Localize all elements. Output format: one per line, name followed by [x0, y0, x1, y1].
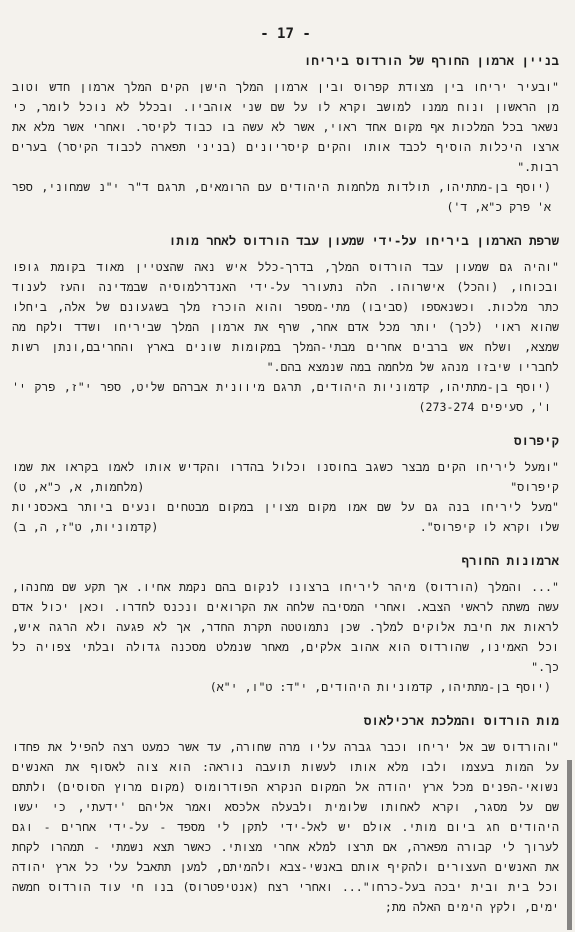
citation-line: (יוסף בן-מתתיהו, תולדות מלחמות היהודים עם הרומאים, תרגם ד"ר י"נ שמחוני, ספר: [12, 180, 551, 194]
section-herod-winter-palace: [12, 52, 559, 217]
text-line: "ובעיר יריחו בין מצודת קפרוס ובין ארמון המלך הישן הקים המלך ארמון חדש וטוב: [12, 80, 559, 94]
text-line: לחבריו שיבזו מנהג של מלחמה במה שנמצא בהם.": [266, 360, 559, 374]
citation-line: (יוסף בן-מתתיהו, קדמוניות היהודים, תרגם מיוונית אברהם שליט, ספר י"ז, פרק י': [12, 380, 551, 394]
section-heading: מות הורדוס והמלכת ארכילאוס: [363, 713, 559, 728]
text-line: שהוא ראוי (לכך) יותר מכל אדם אחר, שרף את ארמון המלך שביריחו ושדד ולקח מה: [12, 320, 559, 334]
text-line: "והורדוס שב אל יריחו וכבר גברה עליו מרה שחורה, עד אשר כמעט רצה להפיל את פחדו: [12, 740, 559, 754]
text-line: רבות.": [517, 160, 559, 174]
text-line: לערוך לי קבורה מפארה, אם תרצו למלא אחרי מצותי. כאשר תצא נשמתי - תמהרו לקחת: [12, 840, 559, 854]
citation-line: ו', סעיפים 273-274): [418, 400, 551, 414]
text-line: היהודים חג ביום מותי. אולם יש לאל-ידי לתקן לי מספד - על-ידי אחרים - וגם: [12, 820, 559, 834]
text-line: [12, 517, 559, 537]
text-line: ימים, ולקץ הימים האלה מת;: [384, 900, 559, 914]
text-line: [12, 477, 559, 497]
text-line: שמצא, ושלח אש ברבים אחרים מבתי-המלך במקומות שונים בארץ והחריבם,ונתן רשות: [12, 340, 559, 354]
section-winter-palaces: [12, 552, 559, 697]
text-line: "... והמלך (הורדוס) מיהר ליריחו ברצונו לנקום בהם נקמת אחיו. אך תקע שם מחנהו,: [12, 580, 559, 594]
text-line: נשואי-הפנים מכל ארץ יהודה אל המקום הנקרא הפודרומוס (מקום מרוץ הסוסים) ולתתם: [12, 780, 559, 794]
text-line: ארצו היכלות הוסיף לכבד אותו והקים קיסריונים (בניני תפארה לכבוד הקיסר) בערים: [12, 140, 559, 154]
scan-edge-shadow: [567, 760, 572, 930]
text-line: עשה משתה לראשי הצבא. ואחרי המסיבה שלחה את הקרואים ונכנס לחדרו. וכאן יכול אדם: [12, 600, 559, 614]
quote-end: קיפרוס": [510, 480, 559, 494]
text-line: ובכוחו, (והכל) אישרוהו. הלה נתעורר על-ידי האנדרלמוסיה שבמדינה והעז לענוד: [12, 280, 559, 294]
text-line: את האנשים העצורים ולהקיף אותם באנשי-צבא ולהמיתם, למען תתאבל עלי כל ארץ יהודה: [12, 860, 559, 874]
section-heading: בניין ארמון החורף של הורדוס ביריחו: [303, 53, 559, 68]
citation-inline: (קדמוניות, ט"ז, ה, ב): [12, 520, 159, 534]
page-number: - 17 -: [260, 26, 311, 42]
section-kypros: [12, 432, 559, 537]
section-herod-death: [12, 712, 559, 917]
text-line: כתר מלכות. וכשנאספו (סביבו) מתי-מספר והוא הוכרז מלך בשגעונם של אלה, ביחלו: [12, 300, 559, 314]
section-heading: ארמונות החורף: [461, 553, 559, 568]
text-line: וכל האמינו, שהורדוס הוא אהוב אלקים, מאחר שנמלט מסכנה גדולה ובלתי צפויה כל: [12, 640, 559, 654]
text-line: כך.": [531, 660, 559, 674]
section-palace-burning: [12, 232, 559, 417]
text-line: שם על מסגר, וקרא לאחותו שלומית ולבעלה אלכסא ואמר אליהם 'ידעתי, כי יעשו: [12, 800, 559, 814]
citation-line: א' פרק כ"א, ד'): [446, 200, 551, 214]
document-body: [12, 52, 559, 917]
text-line: "מעל ליריחו בנה גם על שם אמו מקום מצוין במקום מבטחים ונעים ביותר באכסניות: [12, 500, 559, 514]
text-line: מן הראשון ונוח ממנו למושב וקרא לו על שם שני אוהביו. ובכלל לא נוכל לומר, כי: [12, 100, 559, 114]
text-line: נשאר בכל המלכות אף מקום אחד ראוי, אשר לא עשה בו כבוד לקיסר. ואחרי אשר מלא את: [12, 120, 559, 134]
section-heading: קיפרוס: [513, 433, 559, 448]
text-line: "ומעל ליריחו הקים מבצר כשגב בחוסנו וכלול בהדרו והקדיש אותו לאמו בקראו את שמו: [12, 460, 559, 474]
citation-line: (יוסף בן-מתתיהו, קדמוניות היהודים, י"ד: ט"ו, י"א): [209, 680, 551, 694]
citation-inline: (מלחמות, א, כ"א, ט): [12, 480, 145, 494]
text-line: על המות בעצמו ולבו מלא אותו לעשות תועבה נוראה: הוא צוה לאסוף את האנשים: [12, 760, 559, 774]
text-line: לראות את חיבת אלוקים למלך. שכן נתמוטטה תקרת החדר, אך לא פגעה ולא הרגה איש,: [12, 620, 559, 634]
text-line: "והיה גם שמעון עבד הורדוס המלך, בדרך-כלל איש נאה שהצטיין מאוד בקומת גופו: [12, 260, 559, 274]
quote-end: שלו וקרא לו קיפרוס".: [419, 520, 559, 534]
text-line: וכל בית ובית יבכה בעל-כרחו"... ואחרי רצח (אנטיפטרוס) בנו חי עוד הורדוס חמשה: [12, 880, 559, 894]
section-heading: שרפת הארמון ביריחו על-ידי שמעון עבד הורדוס לאחר מותו: [168, 233, 559, 248]
